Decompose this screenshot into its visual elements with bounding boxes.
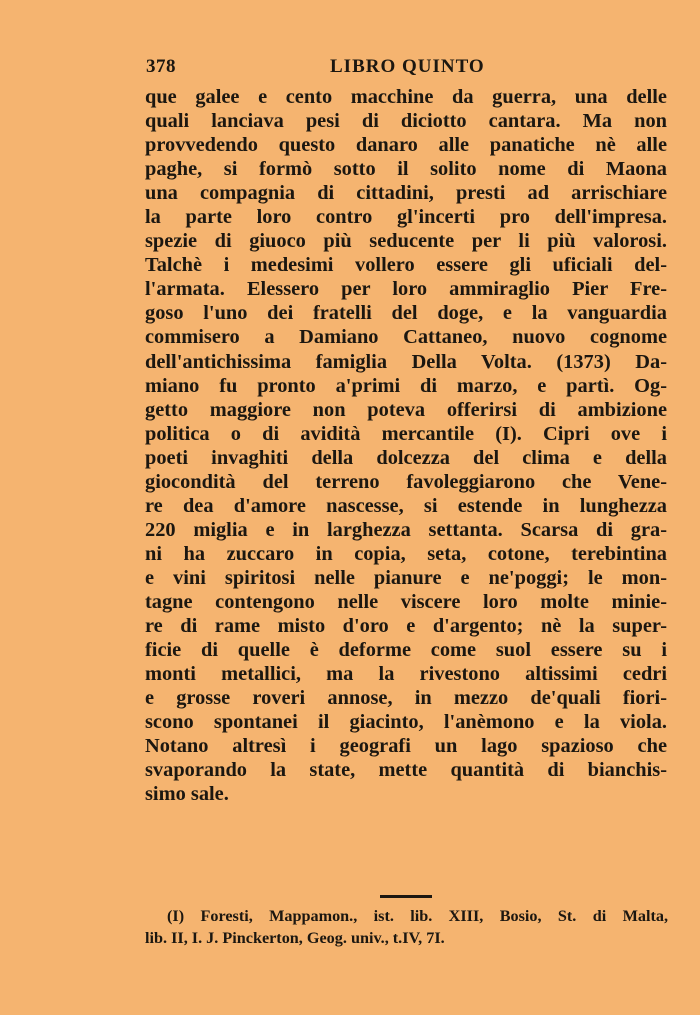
text-line: simo sale. [145,783,229,806]
text-line: que galee e cento macchine da guerra, una delle [145,86,667,108]
text-line: e vini spiritosi nelle pianure e ne'poggi; le mon- [145,566,667,589]
text-line: svaporando la state, mette quantità di bianchis- [145,759,667,782]
footnote-line: (I) Foresti, Mappamon., ist. lib. XIII, Bosio, St. di Malta, [167,907,668,925]
text-line: miano fu pronto a'primi di marzo, e partì. Og- [145,374,667,397]
text-line: 220 miglia e in larghezza settanta. Scarsa di gra- [145,518,667,541]
text-line: una compagnia di cittadini, presti ad arrischiare [145,182,667,205]
text-line: paghe, si formò sotto il solito nome di Maona [145,158,667,181]
text-line: spezie di giuoco più seducente per li più valorosi. [145,230,667,253]
text-line: re dea d'amore nascesse, si estende in lunghezza [145,494,667,517]
text-line: l'armata. Elessero per loro ammiraglio Pier Fre- [145,278,667,301]
text-line: giocondità del terreno favoleggiarono che Vene- [145,470,667,493]
text-line: commisero a Damiano Cattaneo, nuovo cognome [145,326,667,349]
running-head: LIBRO QUINTO [330,56,485,77]
text-line: getto maggiore non poteva offerirsi di ambizione [145,398,667,421]
text-line: tagne contengono nelle viscere loro molte minie- [145,590,667,613]
text-line: e grosse roveri annose, in mezzo de'quali fiori- [145,687,667,710]
text-line: Notano altresì i geografi un lago spazioso che [145,735,667,758]
footnote [145,905,668,949]
text-line: poeti invaghiti della dolcezza del clima e della [145,446,667,469]
text-line: ficie di quelle è deforme come suol essere su i [145,639,667,662]
page-header [146,56,666,82]
text-line: quali lanciava pesi di diciotto cantara. Ma non [145,110,667,133]
text-line: scono spontanei il giacinto, l'anèmono e la viola. [145,711,667,734]
text-line: monti metallici, ma la rivestono altissimi cedri [145,663,667,686]
footnote-line: lib. II, I. J. Pinckerton, Geog. univ., t.IV, 7I. [145,929,445,947]
text-line: goso l'uno dei fratelli del doge, e la vanguardia [145,302,667,325]
footnote-divider [380,895,432,898]
text-line: la parte loro contro gl'incerti pro dell'impresa. [145,206,667,229]
body-text [145,85,667,806]
text-line: ni ha zuccaro in copia, seta, cotone, terebintina [145,542,667,565]
text-line: dell'antichissima famiglia Della Volta. (1373) Da- [145,350,667,373]
page-number: 378 [146,56,176,77]
text-line: Talchè i medesimi vollero essere gli uficiali del- [145,254,667,277]
text-line: provvedendo questo danaro alle panatiche nè alle [145,134,667,157]
text-line: re di rame misto d'oro e d'argento; nè la super- [145,615,667,638]
text-line: politica o di avidità mercantile (I). Cipri ove i [145,422,667,445]
